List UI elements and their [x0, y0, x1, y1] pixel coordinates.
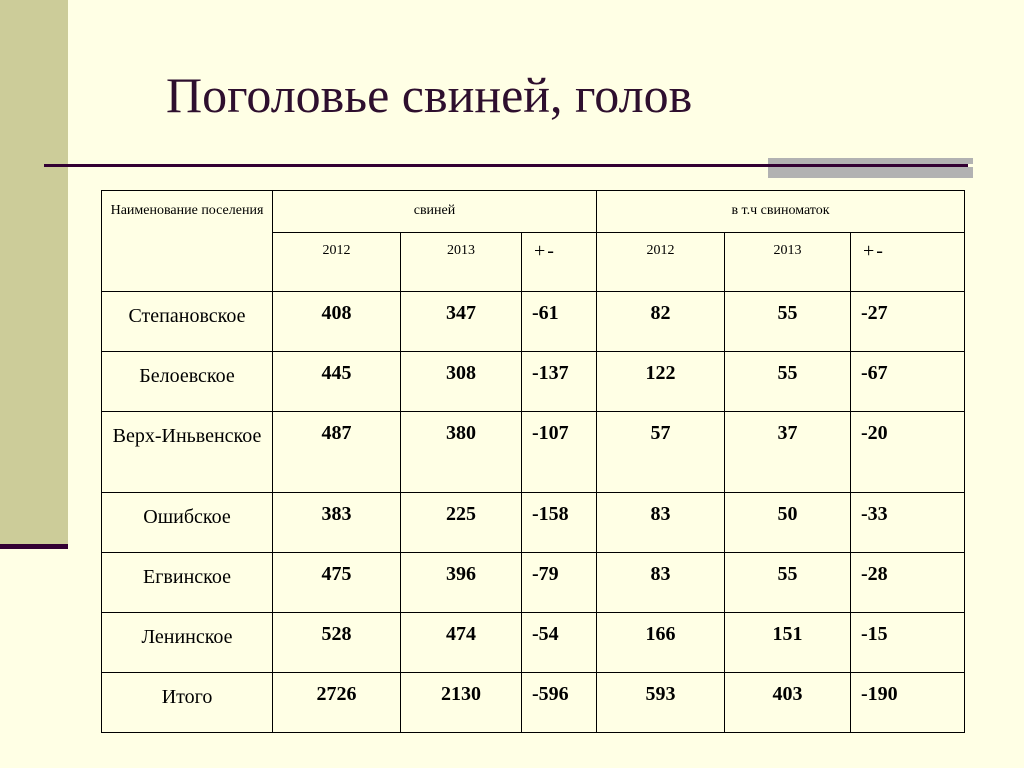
table-row — [102, 613, 965, 673]
slide-title: Поголовье свиней, голов — [166, 67, 693, 123]
header-group-sows: в т.ч свиноматок — [597, 191, 965, 233]
side-decoration-line — [0, 544, 68, 549]
side-decoration-band — [0, 0, 68, 544]
pigs-diff-cell: -54 — [522, 613, 597, 673]
sows-diff-cell: -28 — [851, 553, 965, 613]
sows-2013-cell: 55 — [725, 292, 851, 352]
title-rule — [44, 164, 968, 167]
sows-2012-cell: 166 — [597, 613, 725, 673]
settlement-name-cell: Белоевское — [102, 352, 273, 412]
settlement-name-cell: Верх-Иньвенское — [102, 412, 273, 493]
header-row-groups — [102, 191, 965, 233]
settlement-name-cell: Егвинское — [102, 553, 273, 613]
pigs-diff-cell: -596 — [522, 673, 597, 733]
sows-2012-cell: 57 — [597, 412, 725, 493]
pigs-2013-cell: 347 — [401, 292, 522, 352]
pigs-2013-cell: 474 — [401, 613, 522, 673]
sows-2012-cell: 122 — [597, 352, 725, 412]
pigs-2013-cell: 2130 — [401, 673, 522, 733]
pigs-2012-cell: 528 — [273, 613, 401, 673]
sows-diff-cell: -67 — [851, 352, 965, 412]
pigs-2012-cell: 383 — [273, 493, 401, 553]
pigs-2013-cell: 225 — [401, 493, 522, 553]
pigs-diff-cell: -61 — [522, 292, 597, 352]
sows-2013-cell: 55 — [725, 352, 851, 412]
settlement-name-cell: Ошибское — [102, 493, 273, 553]
header-pigs-2012: 2012 — [273, 233, 401, 292]
pigs-diff-cell: -137 — [522, 352, 597, 412]
header-sows-diff: +- — [851, 233, 965, 292]
table-row — [102, 412, 965, 493]
settlement-name-cell: Степановское — [102, 292, 273, 352]
sows-2013-cell: 151 — [725, 613, 851, 673]
sows-2012-cell: 83 — [597, 493, 725, 553]
sows-diff-cell: -190 — [851, 673, 965, 733]
sows-2013-cell: 55 — [725, 553, 851, 613]
sows-2013-cell: 37 — [725, 412, 851, 493]
pigs-2012-cell: 408 — [273, 292, 401, 352]
header-group-pigs: свиней — [273, 191, 597, 233]
pigs-2012-cell: 475 — [273, 553, 401, 613]
livestock-table — [101, 190, 965, 733]
pigs-2012-cell: 2726 — [273, 673, 401, 733]
settlement-name-cell: Итого — [102, 673, 273, 733]
sows-2013-cell: 50 — [725, 493, 851, 553]
header-sows-2013: 2013 — [725, 233, 851, 292]
pigs-2013-cell: 380 — [401, 412, 522, 493]
sows-2012-cell: 593 — [597, 673, 725, 733]
pigs-diff-cell: -79 — [522, 553, 597, 613]
table-row — [102, 493, 965, 553]
table-row — [102, 553, 965, 613]
sows-diff-cell: -27 — [851, 292, 965, 352]
sows-diff-cell: -15 — [851, 613, 965, 673]
sows-2013-cell: 403 — [725, 673, 851, 733]
settlement-name-cell: Ленинское — [102, 613, 273, 673]
accent-bar — [768, 158, 973, 178]
sows-2012-cell: 83 — [597, 553, 725, 613]
sows-diff-cell: -20 — [851, 412, 965, 493]
pigs-2013-cell: 396 — [401, 553, 522, 613]
pigs-2012-cell: 487 — [273, 412, 401, 493]
table-row — [102, 292, 965, 352]
table-row — [102, 352, 965, 412]
header-sows-2012: 2012 — [597, 233, 725, 292]
table-row-total — [102, 673, 965, 733]
pigs-2013-cell: 308 — [401, 352, 522, 412]
pigs-diff-cell: -158 — [522, 493, 597, 553]
header-pigs-2013: 2013 — [401, 233, 522, 292]
header-settlement-name: Наименование поселения — [102, 191, 273, 292]
pigs-2012-cell: 445 — [273, 352, 401, 412]
sows-diff-cell: -33 — [851, 493, 965, 553]
header-pigs-diff: +- — [522, 233, 597, 292]
sows-2012-cell: 82 — [597, 292, 725, 352]
pigs-diff-cell: -107 — [522, 412, 597, 493]
